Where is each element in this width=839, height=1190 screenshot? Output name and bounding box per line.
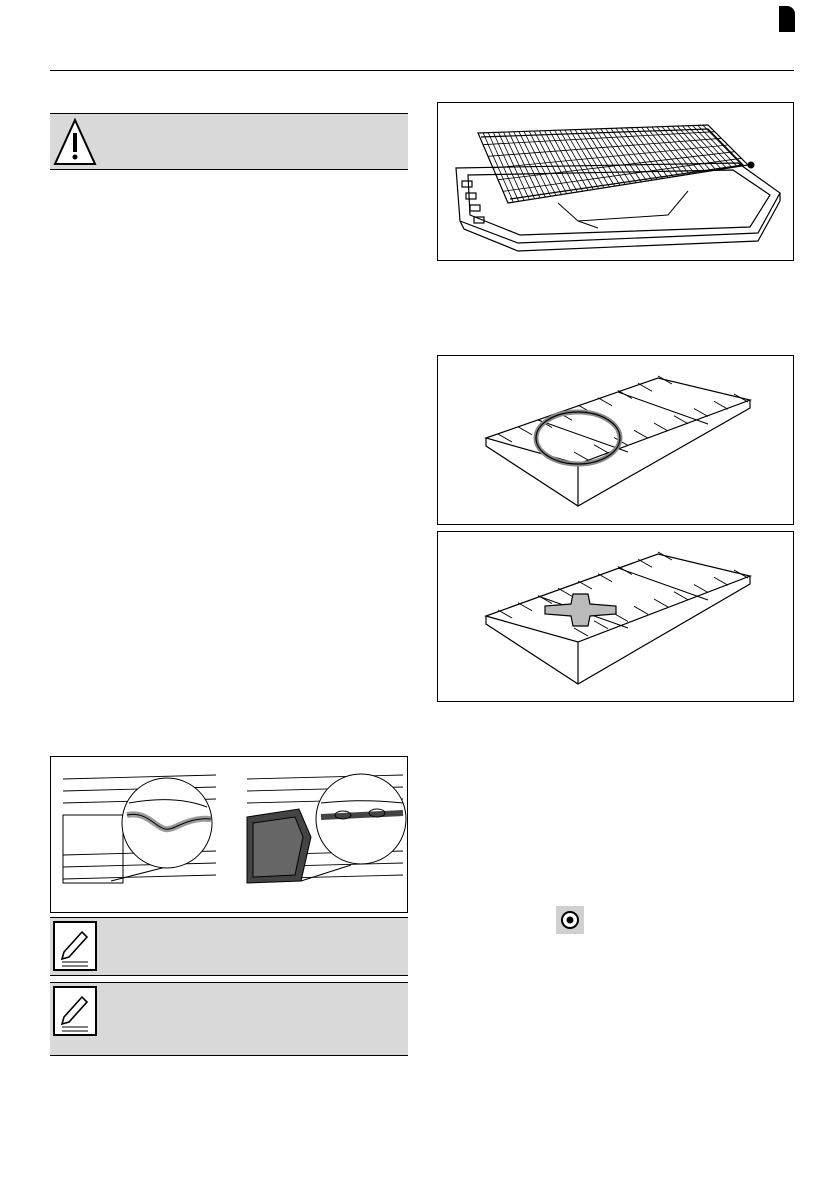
pan-support-wok-ring-figure <box>437 355 794 525</box>
shelf-rail-insertion-figure <box>50 756 408 913</box>
note-pencil-icon <box>52 985 98 1037</box>
wire-shelf-and-tray-figure <box>437 102 794 261</box>
page-edge-marker <box>779 6 795 32</box>
note-pencil-icon <box>52 920 98 972</box>
oven-function-dot-icon <box>556 906 584 934</box>
pan-support-cross-figure <box>437 531 794 702</box>
warning-triangle-icon <box>52 116 98 168</box>
note-box-1 <box>50 917 408 976</box>
header-rule <box>50 70 794 71</box>
warning-box <box>50 113 408 170</box>
note-box-2 <box>50 982 408 1056</box>
